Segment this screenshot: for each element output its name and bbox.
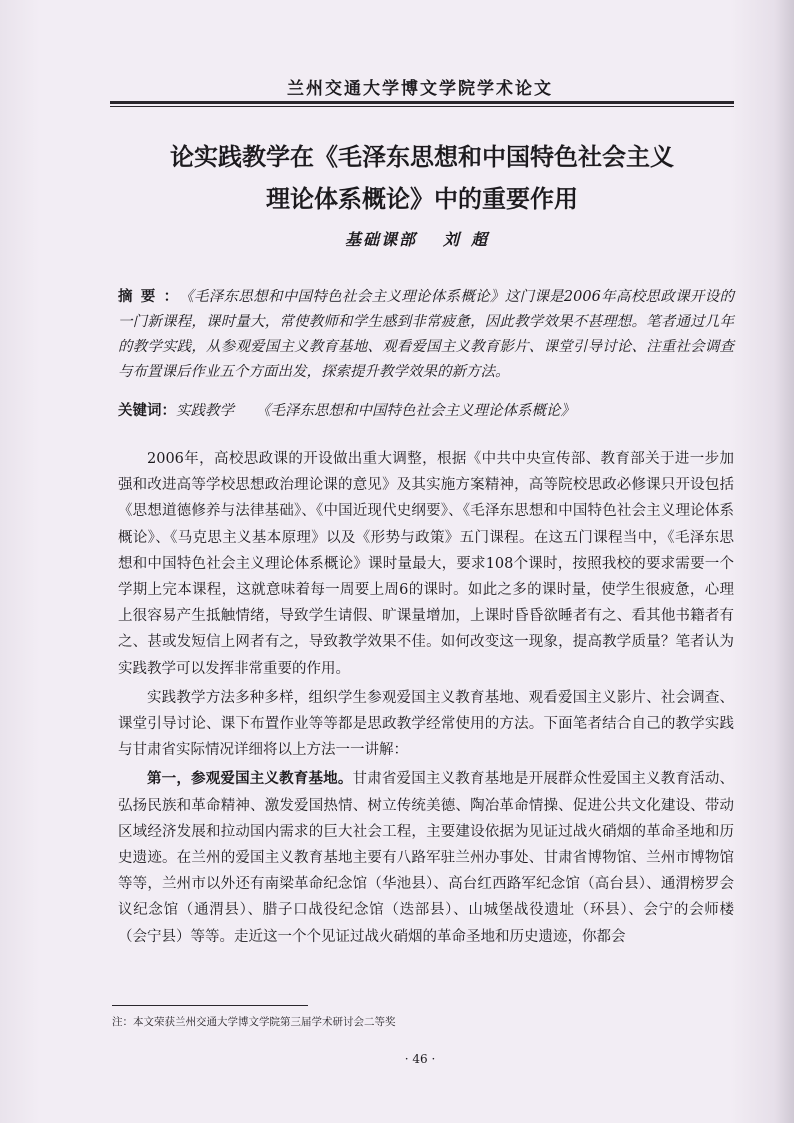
keywords-label: 关键词： (118, 402, 176, 419)
body-text (118, 446, 734, 950)
title-line-1: 论实践教学在《毛泽东思想和中国特色社会主义 (170, 143, 674, 171)
paragraph-3-text: 甘肃省爱国主义教育基地是开展群众性爱国主义教育活动、弘扬民族和革命精神、激发爱国热情、树立传统美德、陶冶革命情操、促进公共文化建设、带动区域经济发展和拉动国内需求的巨大社会工程，主要建设依据为见证过战火硝烟的革命圣地和历史遗迹。在兰州的爱国主义教育基地主要有八路军驻兰州办事处、甘肃省博物馆、兰州市博物馆等等，兰州市以外还有南梁革命纪念馆（华池县）、高台红西路军纪念馆（高台县）、通渭榜罗会议纪念馆（通渭县）、腊子口战役纪念馆（迭部县）、山城堡战役遗址（环县）、会宁的会师楼（会宁县）等等。走近这一个个见证过战火硝烟的革命圣地和历史遗迹，你都会 (118, 771, 735, 945)
section-heading-1: 第一，参观爱国主义教育基地。 (147, 770, 353, 788)
keyword-1: 实践教学 (176, 403, 234, 419)
running-header: 兰州交通大学博文学院学术论文 (287, 79, 553, 99)
abstract-text: 《毛泽东思想和中国特色社会主义理论体系概论》这门课是2006年高校思政课开设的一门新课程，课时量大，常使教师和学生感到非常疲惫，因此教学效果不甚理想。笔者通过几年的教学实践，从参观爱国主义教育基地、观看爱国主义教育影片、课堂引导讨论、注重社会调查与布置课后作业五个方面出发，探索提升教学效果的新方法。 (118, 289, 735, 380)
footnote-rule (112, 1005, 308, 1006)
keywords (118, 398, 734, 424)
page-number: · 46 · (404, 1052, 436, 1066)
paper-title (110, 136, 734, 220)
paragraph-1: 2006年，高校思政课的开设做出重大调整，根据《中共中央宣传部、教育部关于进一步加强和改进高等学校思想政治理论课的意见》及其实施方案精神，高等院校思政必修课只开设包括《思想道德修养与法律基础》、《中国近现代史纲要》、《毛泽东思想和中国特色社会主义理论体系概论》、《马克思主义基本原理》以及《形势与政策》五门课程。在这五门课程当中，《毛泽东思想和中国特色社会主义理论体系概论》课时量最大，要求108个课时，按照我校的要求需要一个学期上完本课程，这就意味着每一周要上周6的课时。如此之多的课时量，使学生很疲惫，心理上很容易产生抵触情绪，导致学生请假、旷课量增加，上课时昏昏欲睡者有之、看其他书籍者有之、甚或发短信上网者有之，导致教学效果不佳。如何改变这一现象，提高教学质量？笔者认为实践教学可以发挥非常重要的作用。 (118, 451, 734, 677)
header-rule-thin (110, 106, 734, 107)
footnote: 注：本文荣获兰州交通大学博文学院第三届学术研讨会二等奖 (112, 1016, 396, 1028)
paragraph-3 (118, 766, 734, 949)
paragraph-2: 实践教学方法多种多样，组织学生参观爱国主义教育基地、观看爱国主义影片、社会调查、课堂引导讨论、课下布置作业等等都是思政教学经常使用的方法。下面笔者结合自己的教学实践与甘肃省实际情况详细将以上方法一一讲解： (118, 689, 734, 759)
byline (110, 227, 734, 250)
department: 基础课部 (344, 230, 417, 249)
abstract (118, 284, 734, 385)
keyword-2: 《毛泽东思想和中国特色社会主义理论体系概论》 (256, 403, 575, 419)
author: 刘超 (443, 230, 500, 249)
abstract-label: 摘要： (118, 288, 187, 305)
title-line-2: 理论体系概论》中的重要作用 (266, 185, 578, 213)
header-rule (110, 101, 734, 104)
